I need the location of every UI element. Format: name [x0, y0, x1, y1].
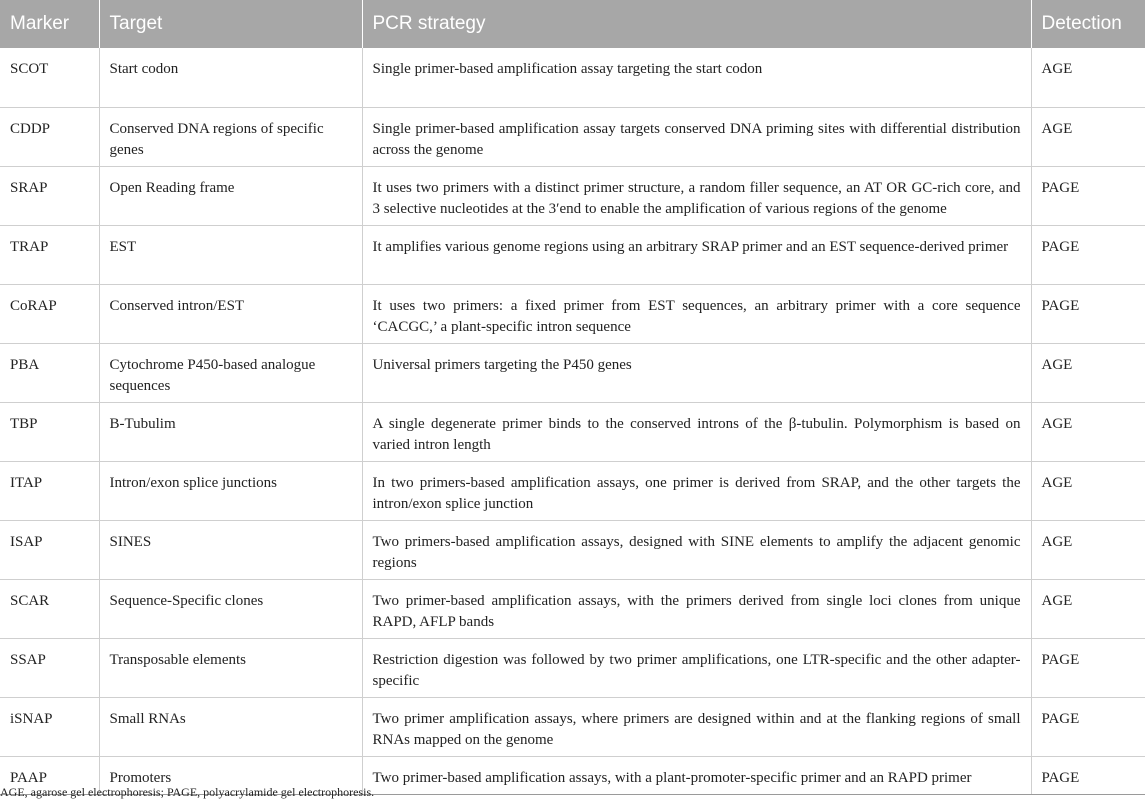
detection-cell: PAGE	[1031, 638, 1145, 697]
target-cell: Small RNAs	[99, 697, 362, 756]
marker-cell: iSNAP	[0, 697, 99, 756]
table-row	[0, 579, 1145, 638]
header-marker: Marker	[0, 0, 99, 48]
table-row	[0, 402, 1145, 461]
detection-cell: PAGE	[1031, 284, 1145, 343]
header-pcr-strategy: PCR strategy	[362, 0, 1031, 48]
target-cell: Start codon	[99, 48, 362, 107]
strategy-cell: Two primer-based amplification assays, with a plant-promoter-specific primer and an RAPD primer	[362, 756, 1031, 794]
strategy-cell: In two primers-based amplification assays, one primer is derived from SRAP, and the other targets the intron/exon splice junction	[362, 461, 1031, 520]
table-footnote: AGE, agarose gel electrophoresis; PAGE, polyacrylamide gel electrophoresis.	[0, 785, 375, 799]
table-row	[0, 638, 1145, 697]
table-row	[0, 166, 1145, 225]
header-detection: Detection	[1031, 0, 1145, 48]
detection-cell: AGE	[1031, 461, 1145, 520]
strategy-cell: Two primer-based amplification assays, with the primers derived from single loci clones from unique RAPD, AFLP bands	[362, 579, 1031, 638]
table-row	[0, 225, 1145, 284]
target-cell: Sequence-Specific clones	[99, 579, 362, 638]
detection-cell: PAGE	[1031, 756, 1145, 794]
marker-cell: ISAP	[0, 520, 99, 579]
strategy-cell: Two primers-based amplification assays, designed with SINE elements to amplify the adjacent genomic regions	[362, 520, 1031, 579]
table-row	[0, 461, 1145, 520]
header-target: Target	[99, 0, 362, 48]
target-cell: EST	[99, 225, 362, 284]
marker-cell: PBA	[0, 343, 99, 402]
strategy-cell: It uses two primers: a fixed primer from EST sequences, an arbitrary primer with a core sequence ‘CACGC,’ a plant-specific intron sequence	[362, 284, 1031, 343]
detection-cell: PAGE	[1031, 225, 1145, 284]
marker-cell: ITAP	[0, 461, 99, 520]
target-cell: B-Tubulim	[99, 402, 362, 461]
marker-cell: SCOT	[0, 48, 99, 107]
strategy-cell: Two primer amplification assays, where primers are designed within and at the flanking regions of small RNAs mapped on the genome	[362, 697, 1031, 756]
detection-cell: AGE	[1031, 520, 1145, 579]
marker-cell: SCAR	[0, 579, 99, 638]
detection-cell: AGE	[1031, 343, 1145, 402]
marker-cell: SRAP	[0, 166, 99, 225]
target-cell: Open Reading frame	[99, 166, 362, 225]
strategy-cell: It uses two primers with a distinct primer structure, a random filler sequence, an AT OR GC-rich core, and 3 selective nucleotides at the 3′end to enable the amplification of various regions of the genome	[362, 166, 1031, 225]
target-cell: Cytochrome P450-based analogue sequences	[99, 343, 362, 402]
table-row	[0, 520, 1145, 579]
table-row	[0, 107, 1145, 166]
marker-cell: CoRAP	[0, 284, 99, 343]
strategy-cell: Single primer-based amplification assay targets conserved DNA priming sites with differential distribution across the genome	[362, 107, 1031, 166]
detection-cell: AGE	[1031, 579, 1145, 638]
marker-cell: TBP	[0, 402, 99, 461]
table-header-row	[0, 0, 1145, 48]
detection-cell: AGE	[1031, 107, 1145, 166]
strategy-cell: It amplifies various genome regions using an arbitrary SRAP primer and an EST sequence-derived primer	[362, 225, 1031, 284]
detection-cell: PAGE	[1031, 166, 1145, 225]
target-cell: Promoters	[99, 756, 362, 794]
detection-cell: AGE	[1031, 48, 1145, 107]
target-cell: SINES	[99, 520, 362, 579]
table-row	[0, 284, 1145, 343]
detection-cell: AGE	[1031, 402, 1145, 461]
target-cell: Conserved intron/EST	[99, 284, 362, 343]
target-cell: Conserved DNA regions of specific genes	[99, 107, 362, 166]
table-row	[0, 343, 1145, 402]
strategy-cell: Restriction digestion was followed by two primer amplifications, one LTR-specific and the other adapter-specific	[362, 638, 1031, 697]
marker-cell: SSAP	[0, 638, 99, 697]
strategy-cell: A single degenerate primer binds to the conserved introns of the β-tubulin. Polymorphism is based on varied intron length	[362, 402, 1031, 461]
table-row	[0, 697, 1145, 756]
marker-cell: TRAP	[0, 225, 99, 284]
target-cell: Transposable elements	[99, 638, 362, 697]
detection-cell: PAGE	[1031, 697, 1145, 756]
strategy-cell: Single primer-based amplification assay targeting the start codon	[362, 48, 1031, 107]
target-cell: Intron/exon splice junctions	[99, 461, 362, 520]
marker-cell: CDDP	[0, 107, 99, 166]
strategy-cell: Universal primers targeting the P450 genes	[362, 343, 1031, 402]
marker-cell: PAAP	[0, 756, 99, 794]
table-row	[0, 48, 1145, 107]
